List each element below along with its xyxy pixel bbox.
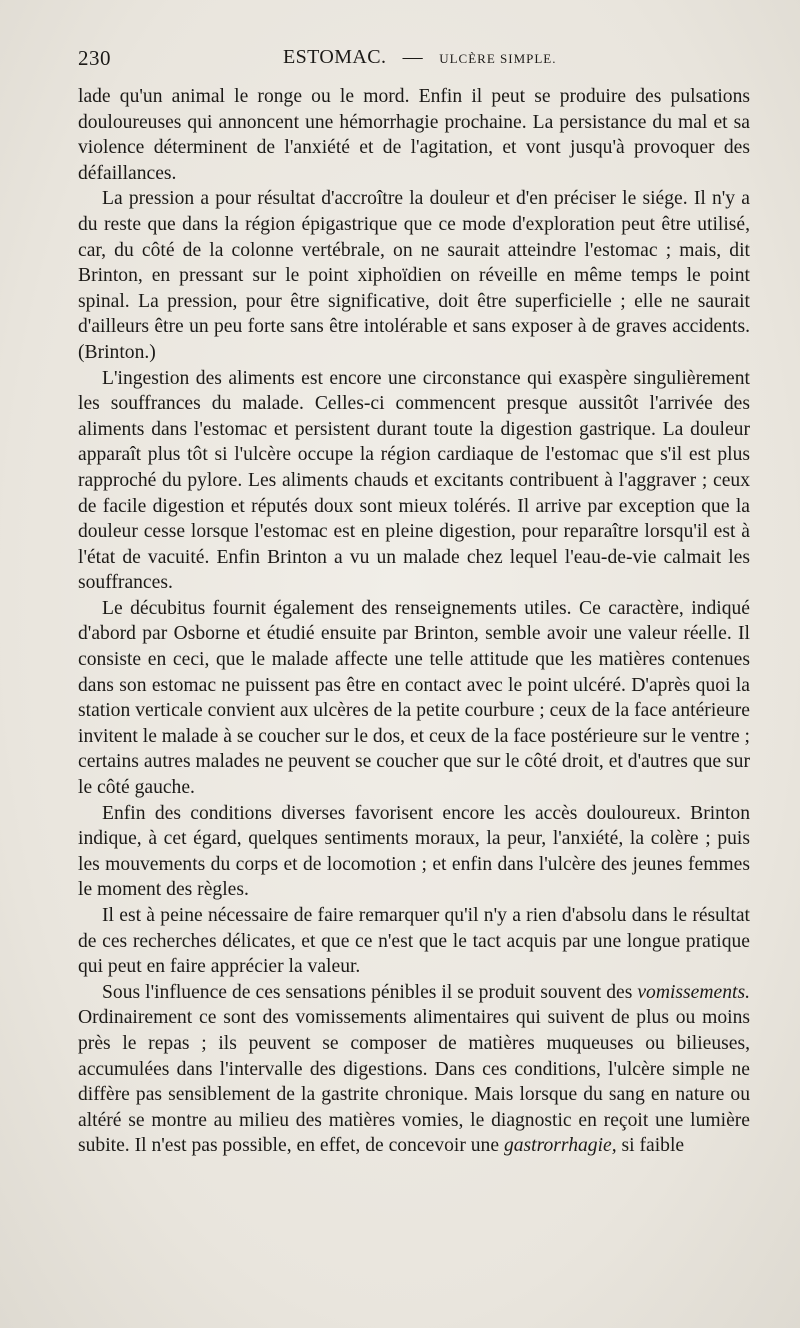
term-gastrorrhagie: gastrorrhagie,: [503, 1135, 617, 1157]
paragraph-ingestion: L'ingestion des aliments est encore une circonstance qui exaspère singulièrement les souffrances du malade. Celles-ci commencent presque aussitôt l'arrivée des aliments dans l'estomac et persistent durant toute la digestion gastrique. La douleur apparaît plus tôt si l'ulcère occupe la région cardiaque de l'estomac que s'il est plus rapproché du pylore. Les aliments chauds et excitants contribuent à l'aggraver ; ceux de facile digestion et réputés doux sont mieux tolérés. Il arrive par exception que la douleur cesse lorsque l'estomac est en pleine digestion, pour reparaître lorsqu'il est à l'état de vacuité. Enfin Brinton a vu un malade chez lequel l'eau-de-vie calmait les souffrances.: [78, 367, 750, 594]
title-dash: —: [402, 46, 424, 68]
vomissements-text-middle: Ordinairement ce sont des vomissements alimentaires qui suivent de plus ou moins près le repas ; ils peuvent se composer de matières muqueuses ou bilieuses, accumulées dans l'intervalle des digestions. Dans ces conditions, l'ulcère simple ne diffère pas sensiblement de la gastrite chronique. Mais lorsque du sang en nature ou altéré se montre au milieu des matières vomies, le diagnostic en reçoit une lumière subite. Il n'est pas possible, en effet, de concevoir une: [78, 1007, 750, 1157]
paragraph-pression: La pression a pour résultat d'accroître la douleur et d'en préciser le siége. Il n'y a du reste que dans la région épigastrique que ce mode d'exploration peut être utilisé, car, du côté de la colonne vertébrale, on ne saurait atteindre l'estomac ; mais, dit Brinton, en pressant sur le point xiphoïdien on réveille en même temps le point spinal. La pression, pour être significative, doit être superficielle ; elle ne saurait d'ailleurs être un peu forte sans être intolérable et sans exposer à de graves accidents. (Brinton.): [78, 188, 750, 363]
running-head: [78, 46, 750, 74]
term-vomissements: vomissements.: [637, 981, 750, 1003]
vomissements-text-start: Sous l'influence de ces sensations pénibles il se produit souvent des: [102, 981, 638, 1003]
paragraph-decubitus: Le décubitus fournit également des renseignements utiles. Ce caractère, indiqué d'abord par Osborne et étudié ensuite par Brinton, semble avoir une valeur réelle. Il consiste en ceci, que le malade affecte une telle attitude que les matières contenues dans son estomac ne puissent pas être en contact avec le point ulcéré. D'après quoi la station verticale convient aux ulcères de la petite courbure ; ceux de la face antérieure invitent le malade à se coucher sur le dos, et ceux de la face postérieure sur le ventre ; certains autres malades ne peuvent se coucher que sur le côté droit, et d'autres que sur le côté gauche.: [78, 597, 750, 799]
paragraph-conditions: Enfin des conditions diverses favorisent encore les accès douloureux. Brinton indique, à cet égard, quelques sentiments moraux, la peur, l'anxiété, la colère ; puis les mouvements du corps et de locomotion ; et enfin dans l'ulcère des jeunes femmes le moment des règles.: [78, 802, 750, 901]
vomissements-text-end: si faible: [616, 1135, 685, 1157]
paragraph-vomissements: [78, 980, 750, 1159]
chapter-title: ESTOMAC.: [283, 46, 387, 68]
paragraph-continuation: lade qu'un animal le ronge ou le mord. Enfin il peut se produire des pulsations douloureuses qui annoncent une hémorrhagie prochaine. La persistance du mal et sa violence déterminent de l'anxiété et de l'agitation, et vont jusqu'à provoquer des défaillances.: [78, 86, 750, 184]
section-title: ULCÈRE SIMPLE.: [439, 51, 557, 66]
paragraph-remarque: Il est à peine nécessaire de faire remarquer qu'il n'y a rien d'absolu dans le résultat de ces recherches délicates, et que ce n'est que le tact acquis par une longue pratique qui peut en faire apprécier la valeur.: [78, 905, 750, 978]
body-text: [78, 84, 750, 1159]
running-title: [283, 46, 557, 69]
page-number: 230: [78, 46, 111, 70]
